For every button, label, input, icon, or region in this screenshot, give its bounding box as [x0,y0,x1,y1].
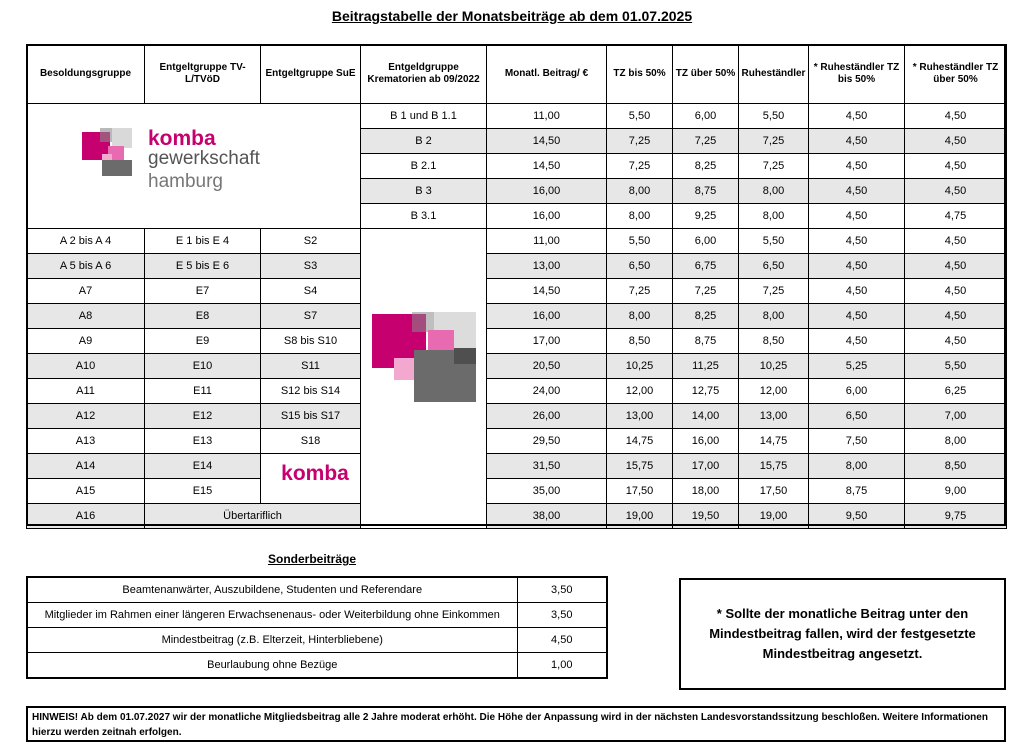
cell-ruhestaendler: 7,25 [739,129,809,154]
cell-ruhestaendler-tz-bis-50: 4,50 [809,129,905,154]
page-title: Beitragstabelle der Monatsbeiträge ab dem 01.07.2025 [331,8,693,24]
minimum-contribution-note: * Sollte der monatliche Beitrag unter den Mindestbeitrag fallen, wird der festgesetzte Mindestbeitrag angesetzt. [679,578,1006,690]
table-row [27,229,1007,254]
cell-sue: S15 bis S17 [261,404,361,429]
cell-sue: S7 [261,304,361,329]
table-row [27,379,1007,404]
sonder-label: Beamtenanwärter, Auszubildene, Studenten und Referendare [27,577,517,603]
hinweis-notice: HINWEIS! Ab dem 01.07.2027 wir der monatliche Mitgliedsbeitrag alle 2 Jahre moderat erhöht. Die Höhe der Anpassung wird in der nächsten Landesvorstandssitzung beschloßen. Weitere Informationen hierzu werden zeitnah erfolgen. [26,706,1006,742]
cell-besoldungsgruppe: A14 [27,454,145,479]
cell-ruhestaendler: 8,00 [739,179,809,204]
cell-ruhestaendler-tz-ueber-50: 4,50 [905,229,1007,254]
cell-tz-bis-50: 14,75 [607,429,673,454]
cell-tz-ueber-50: 7,25 [673,129,739,154]
cell-sue: S18 [261,429,361,454]
cell-ruhestaendler: 10,25 [739,354,809,379]
cell-ruhestaendler-tz-bis-50: 4,50 [809,304,905,329]
cell-tz-bis-50: 8,00 [607,204,673,229]
cell-tz-bis-50: 8,00 [607,304,673,329]
cell-tvl-tvoed: E11 [145,379,261,404]
cell-monatl-beitrag: 17,00 [487,329,607,354]
cell-ruhestaendler: 17,50 [739,479,809,504]
cell-besoldungsgruppe: A13 [27,429,145,454]
sonder-label: Mitglieder im Rahmen einer längeren Erwachsenenaus- oder Weiterbildung ohne Einkommen [27,603,517,628]
cell-besoldungsgruppe: A16 [27,504,145,529]
sonder-row [27,577,607,603]
cell-tvl-tvoed: E 5 bis E 6 [145,254,261,279]
cell-tvl-tvoed: E7 [145,279,261,304]
krematorien-cell: B 2 [361,129,487,154]
cell-ruhestaendler: 14,75 [739,429,809,454]
sonder-row [27,628,607,653]
cell-tz-bis-50: 6,50 [607,254,673,279]
cell-ruhestaendler: 15,75 [739,454,809,479]
cell-ruhestaendler-tz-ueber-50: 4,50 [905,129,1007,154]
krematorien-cell: B 1 und B 1.1 [361,104,487,129]
cell-tvl-tvoed: E15 [145,479,261,504]
sonder-value: 3,50 [517,603,607,628]
cell-monatl-beitrag: 16,00 [487,304,607,329]
header-ruhestaendler: Ruheständler [739,45,809,104]
table-row [27,329,1007,354]
table-row [27,104,1007,129]
cell-tz-ueber-50: 9,25 [673,204,739,229]
cell-besoldungsgruppe: A 2 bis A 4 [27,229,145,254]
cell-tz-ueber-50: 14,00 [673,404,739,429]
cell-tvl-tvoed: E 1 bis E 4 [145,229,261,254]
cell-tvl-tvoed: E12 [145,404,261,429]
cell-ruhestaendler-tz-ueber-50: 4,50 [905,279,1007,304]
cell-ruhestaendler-tz-ueber-50: 4,50 [905,304,1007,329]
cell-ruhestaendler-tz-bis-50: 5,25 [809,354,905,379]
cell-monatl-beitrag: 14,50 [487,154,607,179]
cell-tz-bis-50: 5,50 [607,104,673,129]
cell-ruhestaendler-tz-bis-50: 6,00 [809,379,905,404]
sonder-value: 3,50 [517,577,607,603]
cell-tz-bis-50: 8,00 [607,179,673,204]
cell-tz-bis-50: 7,25 [607,154,673,179]
cell-ruhestaendler-tz-bis-50: 4,50 [809,279,905,304]
cell-tz-bis-50: 7,25 [607,279,673,304]
header-sue: Entgeltgruppe SuE [261,45,361,104]
cell-tvl-tvoed: E8 [145,304,261,329]
cell-besoldungsgruppe: A12 [27,404,145,429]
cell-ruhestaendler-tz-ueber-50: 4,50 [905,179,1007,204]
cell-ruhestaendler-tz-ueber-50: 9,75 [905,504,1007,529]
header-ruhestaendler-tz-ueber-50: * Ruheständler TZ über 50% [905,45,1007,104]
logo-text-gewerkschaft: gewerkschaft [148,148,260,169]
cell-tz-bis-50: 12,00 [607,379,673,404]
cell-ruhestaendler-tz-ueber-50: 4,75 [905,204,1007,229]
cell-tz-bis-50: 8,50 [607,329,673,354]
cell-tvl-tvoed: Übertariflich [145,504,361,529]
header-row [27,45,1007,104]
cell-tz-ueber-50: 8,25 [673,304,739,329]
cell-ruhestaendler: 6,50 [739,254,809,279]
cell-ruhestaendler: 12,00 [739,379,809,404]
cell-ruhestaendler-tz-ueber-50: 5,50 [905,354,1007,379]
logo-text-hamburg: hamburg [148,171,223,192]
cell-ruhestaendler-tz-ueber-50: 4,50 [905,254,1007,279]
table-row [27,404,1007,429]
krematorien-cell: B 2.1 [361,154,487,179]
cell-monatl-beitrag: 26,00 [487,404,607,429]
cell-ruhestaendler-tz-bis-50: 6,50 [809,404,905,429]
krematorien-cell: B 3 [361,179,487,204]
cell-besoldungsgruppe: A7 [27,279,145,304]
cell-tz-bis-50: 7,25 [607,129,673,154]
cell-monatl-beitrag: 31,50 [487,454,607,479]
cell-besoldungsgruppe: A8 [27,304,145,329]
cell-monatl-beitrag: 16,00 [487,179,607,204]
cell-besoldungsgruppe: A11 [27,379,145,404]
cell-tz-bis-50: 13,00 [607,404,673,429]
cell-ruhestaendler-tz-bis-50: 4,50 [809,204,905,229]
table-row [27,504,1007,529]
sonder-title: Sonderbeiträge [267,552,357,566]
table-row [27,479,1007,504]
cell-monatl-beitrag: 11,00 [487,104,607,129]
cell-ruhestaendler-tz-bis-50: 4,50 [809,229,905,254]
cell-tz-bis-50: 10,25 [607,354,673,379]
cell-monatl-beitrag: 35,00 [487,479,607,504]
krematorien-cell: B 3.1 [361,204,487,229]
cell-ruhestaendler-tz-ueber-50: 4,50 [905,104,1007,129]
cell-tz-ueber-50: 7,25 [673,279,739,304]
cell-besoldungsgruppe: A10 [27,354,145,379]
cell-tz-ueber-50: 6,75 [673,254,739,279]
cell-monatl-beitrag: 24,00 [487,379,607,404]
cell-tz-ueber-50: 19,50 [673,504,739,529]
cell-tz-ueber-50: 17,00 [673,454,739,479]
cell-tz-ueber-50: 6,00 [673,229,739,254]
cell-ruhestaendler: 8,00 [739,304,809,329]
sonder-label: Mindestbeitrag (z.B. Elterzeit, Hinterbliebene) [27,628,517,653]
cell-monatl-beitrag: 29,50 [487,429,607,454]
cell-ruhestaendler-tz-bis-50: 7,50 [809,429,905,454]
cell-tz-ueber-50: 8,75 [673,179,739,204]
cell-tz-ueber-50: 11,25 [673,354,739,379]
cell-monatl-beitrag: 16,00 [487,204,607,229]
sonder-value: 1,00 [517,653,607,679]
cell-ruhestaendler: 19,00 [739,504,809,529]
cell-sue: S2 [261,229,361,254]
cell-ruhestaendler-tz-ueber-50: 9,00 [905,479,1007,504]
cell-ruhestaendler-tz-bis-50: 4,50 [809,179,905,204]
komba-logo-graphic [372,312,476,404]
cell-tz-bis-50: 19,00 [607,504,673,529]
cell-besoldungsgruppe: A 5 bis A 6 [27,254,145,279]
cell-tvl-tvoed: E10 [145,354,261,379]
cell-tz-ueber-50: 6,00 [673,104,739,129]
cell-ruhestaendler-tz-ueber-50: 8,50 [905,454,1007,479]
cell-ruhestaendler-tz-ueber-50: 6,25 [905,379,1007,404]
cell-monatl-beitrag: 14,50 [487,279,607,304]
sonder-table [26,576,608,679]
header-tvl-tvoed: Entgeltgruppe TV-L/TVöD [145,45,261,104]
cell-ruhestaendler: 5,50 [739,104,809,129]
cell-ruhestaendler-tz-ueber-50: 8,00 [905,429,1007,454]
cell-tz-bis-50: 5,50 [607,229,673,254]
cell-ruhestaendler-tz-bis-50: 9,50 [809,504,905,529]
table-row [27,279,1007,304]
cell-tz-ueber-50: 16,00 [673,429,739,454]
cell-monatl-beitrag: 13,00 [487,254,607,279]
cell-sue: S8 bis S10 [261,329,361,354]
komba-wordmark [270,458,360,488]
sonder-row [27,603,607,628]
cell-ruhestaendler-tz-bis-50: 4,50 [809,329,905,354]
logo-text-komba: komba [148,128,216,150]
header-besoldungsgruppe: Besoldungsgruppe [27,45,145,104]
cell-ruhestaendler-tz-bis-50: 8,00 [809,454,905,479]
sonder-label: Beurlaubung ohne Bezüge [27,653,517,679]
cell-monatl-beitrag: 11,00 [487,229,607,254]
header-monatl-beitrag: Monatl. Beitrag/ € [487,45,607,104]
cell-tz-ueber-50: 8,25 [673,154,739,179]
table-row [27,454,1007,479]
sonder-row [27,653,607,679]
cell-ruhestaendler-tz-ueber-50: 4,50 [905,329,1007,354]
cell-ruhestaendler: 7,25 [739,279,809,304]
cell-monatl-beitrag: 20,50 [487,354,607,379]
cell-besoldungsgruppe: A15 [27,479,145,504]
cell-ruhestaendler: 8,50 [739,329,809,354]
cell-ruhestaendler: 8,00 [739,204,809,229]
header-ruhestaendler-tz-bis-50: * Ruheständler TZ bis 50% [809,45,905,104]
cell-monatl-beitrag: 14,50 [487,129,607,154]
cell-sue: S12 bis S14 [261,379,361,404]
cell-sue: S4 [261,279,361,304]
cell-ruhestaendler: 7,25 [739,154,809,179]
cell-tz-bis-50: 15,75 [607,454,673,479]
komba-logo [82,128,312,200]
sonder-value: 4,50 [517,628,607,653]
cell-tz-ueber-50: 8,75 [673,329,739,354]
cell-ruhestaendler-tz-bis-50: 4,50 [809,104,905,129]
cell-tvl-tvoed: E9 [145,329,261,354]
table-row [27,354,1007,379]
cell-besoldungsgruppe: A9 [27,329,145,354]
cell-tz-bis-50: 17,50 [607,479,673,504]
cell-sue: S11 [261,354,361,379]
table-row [27,304,1007,329]
cell-ruhestaendler-tz-bis-50: 4,50 [809,254,905,279]
cell-ruhestaendler-tz-bis-50: 8,75 [809,479,905,504]
cell-ruhestaendler: 5,50 [739,229,809,254]
cell-tvl-tvoed: E14 [145,454,261,479]
header-tz-ueber-50: TZ über 50% [673,45,739,104]
wordmark-text: komba [281,462,349,485]
table-row [27,254,1007,279]
cell-ruhestaendler-tz-ueber-50: 7,00 [905,404,1007,429]
cell-ruhestaendler-tz-bis-50: 4,50 [809,154,905,179]
header-tz-bis-50: TZ bis 50% [607,45,673,104]
cell-tz-ueber-50: 12,75 [673,379,739,404]
cell-tvl-tvoed: E13 [145,429,261,454]
contribution-table [26,44,1007,529]
cell-monatl-beitrag: 38,00 [487,504,607,529]
cell-tz-ueber-50: 18,00 [673,479,739,504]
header-krematorien: Entgeldgruppe Krematorien ab 09/2022 [361,45,487,104]
cell-sue: S3 [261,254,361,279]
cell-ruhestaendler-tz-ueber-50: 4,50 [905,154,1007,179]
cell-ruhestaendler: 13,00 [739,404,809,429]
table-row [27,429,1007,454]
